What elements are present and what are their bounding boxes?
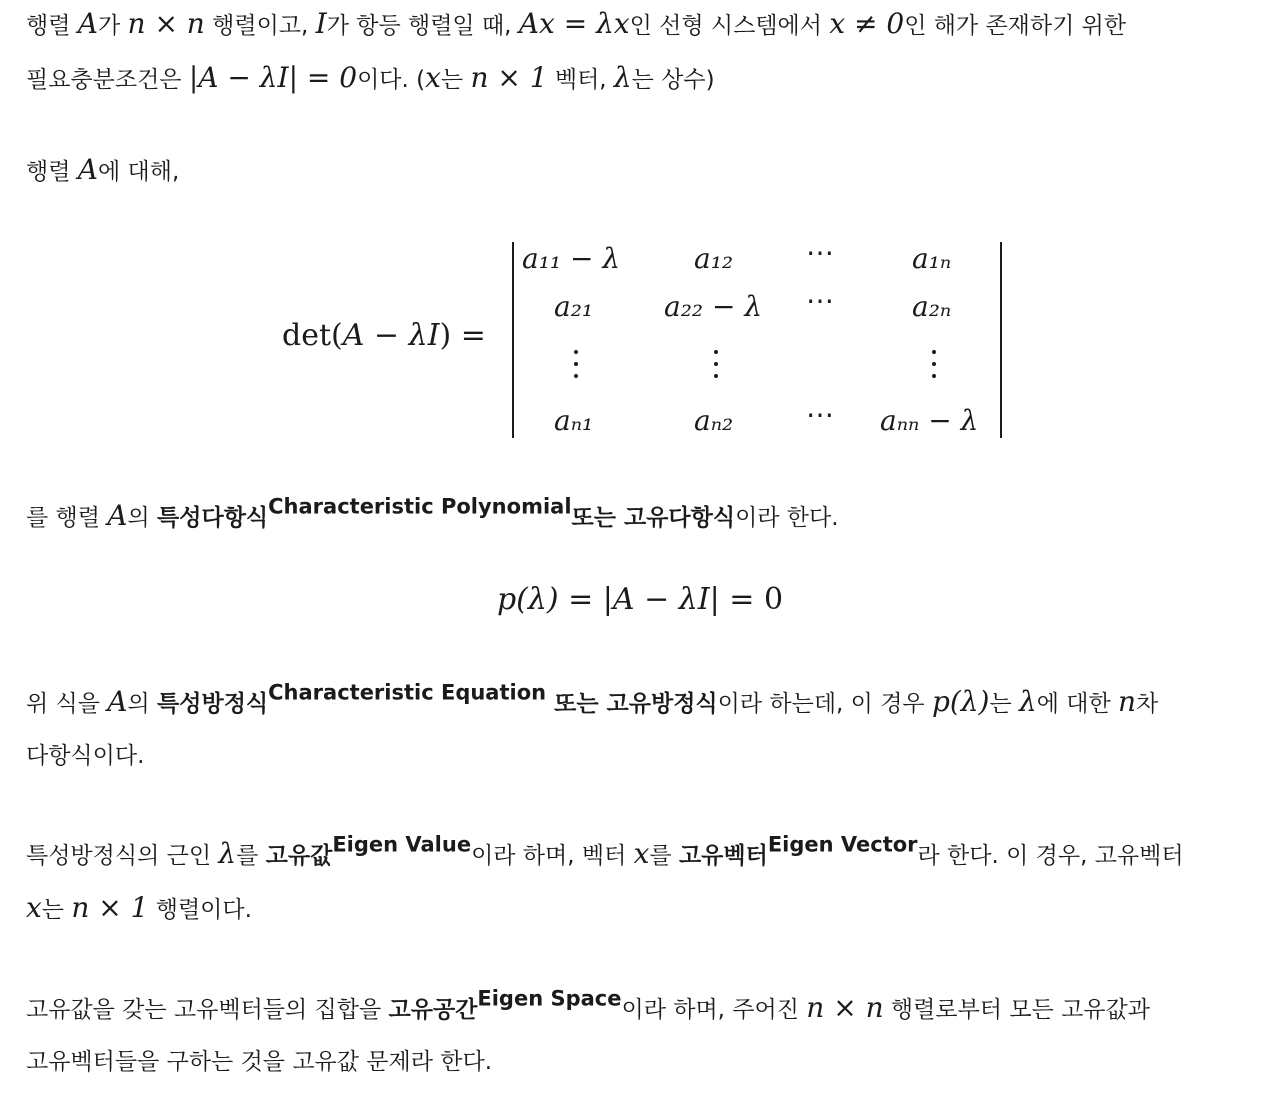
paragraph-eigenvalue-eigenvector: 특성방정식의 근인 λ를 고유값$^{Eigen Value}$이라 하며, 벡터 x를 고유벡터$^{Eigen Vector}$라 한다. 이 경우, 고유벡터 x는 n × 1 행렬이다. — [26, 832, 1184, 924]
cell-vdots — [712, 350, 720, 386]
math-x: x — [26, 891, 42, 924]
text: 는 — [440, 67, 471, 93]
text: 는 상수) — [631, 67, 715, 93]
math-A: A — [107, 499, 128, 532]
cell-an1: aₙ₁ — [554, 404, 594, 437]
term-english: Eigen Value — [332, 832, 472, 857]
cell-hdots: ⋯ — [806, 236, 838, 269]
cell-vdots — [572, 350, 580, 386]
paragraph-for-matrix — [26, 144, 1254, 198]
text: 필요충분조건은 — [26, 67, 189, 93]
math-n-by-n: n × n — [127, 7, 205, 40]
text: 행렬 — [26, 159, 78, 185]
cell-hdots: ⋯ — [806, 284, 838, 317]
term-english: Characteristic Equation — [268, 680, 547, 705]
text: 가 — [97, 13, 128, 39]
math-n: n — [1118, 685, 1137, 718]
cell-a11: a₁₁ − λ — [522, 242, 621, 275]
text: 가 항등 행렬일 때, — [326, 13, 519, 39]
math-x: x — [425, 61, 441, 94]
text: 행렬이고, — [204, 13, 316, 39]
term-eigenvector: 고유벡터 — [678, 843, 768, 869]
text: 이다. ( — [357, 67, 426, 93]
cell-ann: aₙₙ − λ — [880, 404, 979, 437]
term-english: Eigen Space — [477, 986, 622, 1011]
cell-a22: a₂₂ − λ — [664, 290, 763, 323]
cell-an2: aₙ₂ — [694, 404, 734, 437]
term-eigen-equation: 또는 고유방정식 — [546, 691, 718, 717]
term-eigen-polynomial: 또는 고유다항식 — [571, 505, 736, 531]
math-eigen-equation: Ax = λx — [518, 7, 630, 40]
math-p-lambda: p(λ) — [931, 685, 990, 718]
math-x-nonzero: x ≠ 0 — [829, 7, 905, 40]
math-lambda: λ — [1019, 685, 1037, 718]
characteristic-equation-display: p(λ) = |A − λI| = 0 — [496, 582, 784, 617]
term-eigenvalue: 고유값 — [265, 843, 333, 869]
determinant-right-bar — [1000, 242, 1002, 438]
math-lambda: λ — [218, 837, 237, 870]
paragraph-characteristic-polynomial: 를 행렬 A의 특성다항식$^{Characteristic Polynomial}$또는 고유다항식이라 한다. — [26, 494, 839, 532]
math-I: I — [315, 7, 327, 40]
math-A: A — [77, 7, 98, 40]
math-x: x — [633, 837, 650, 870]
math-lambda: λ — [613, 61, 632, 94]
cell-a21: a₂₁ — [554, 290, 594, 323]
math-n-by-1: n × 1 — [470, 61, 548, 94]
text: 에 대해, — [97, 159, 180, 185]
math-n-by-n: n × n — [806, 991, 884, 1024]
math-n-by-1: n × 1 — [71, 891, 149, 924]
term-english: Characteristic Polynomial — [268, 494, 572, 519]
math-A: A — [77, 153, 98, 186]
determinant-left-bar — [512, 242, 514, 438]
math-A: A — [107, 685, 128, 718]
term-english: Eigen Vector — [767, 832, 918, 857]
determinant-lhs: det(A − λI) = — [282, 318, 486, 353]
text: 행렬 — [26, 13, 78, 39]
paragraph-definition — [26, 0, 1254, 106]
term-characteristic-equation: 특성방정식 — [157, 691, 269, 717]
cell-a12: a₁₂ — [694, 242, 734, 275]
cell-a2n: a₂ₙ — [912, 290, 952, 323]
term-characteristic-polynomial: 특성다항식 — [157, 505, 269, 531]
term-eigenspace: 고유공간 — [388, 997, 478, 1023]
cell-vdots — [930, 350, 938, 386]
paragraph-characteristic-equation: 위 식을 A의 특성방정식$^{Characteristic Equation}$ 또는 고유방정식이라 하는데, 이 경우 p(λ)는 λ에 대한 n차 다항식이다. — [26, 680, 1159, 769]
math-determinant-zero: |A − λI| = 0 — [188, 61, 358, 94]
paragraph-eigenspace: 고유값을 갖는 고유벡터들의 집합을 고유공간$^{Eigen Space}$이라 하며, 주어진 n × n 행렬로부터 모든 고유값과 고유벡터들을 구하는 것을 고유값 문제라 한다. — [26, 986, 1150, 1075]
text: 인 선형 시스템에서 — [629, 13, 830, 39]
text: 벡터, — [547, 67, 614, 93]
cell-hdots: ⋯ — [806, 398, 838, 431]
cell-a1n: a₁ₙ — [912, 242, 952, 275]
text: 인 해가 존재하기 위한 — [904, 13, 1127, 39]
